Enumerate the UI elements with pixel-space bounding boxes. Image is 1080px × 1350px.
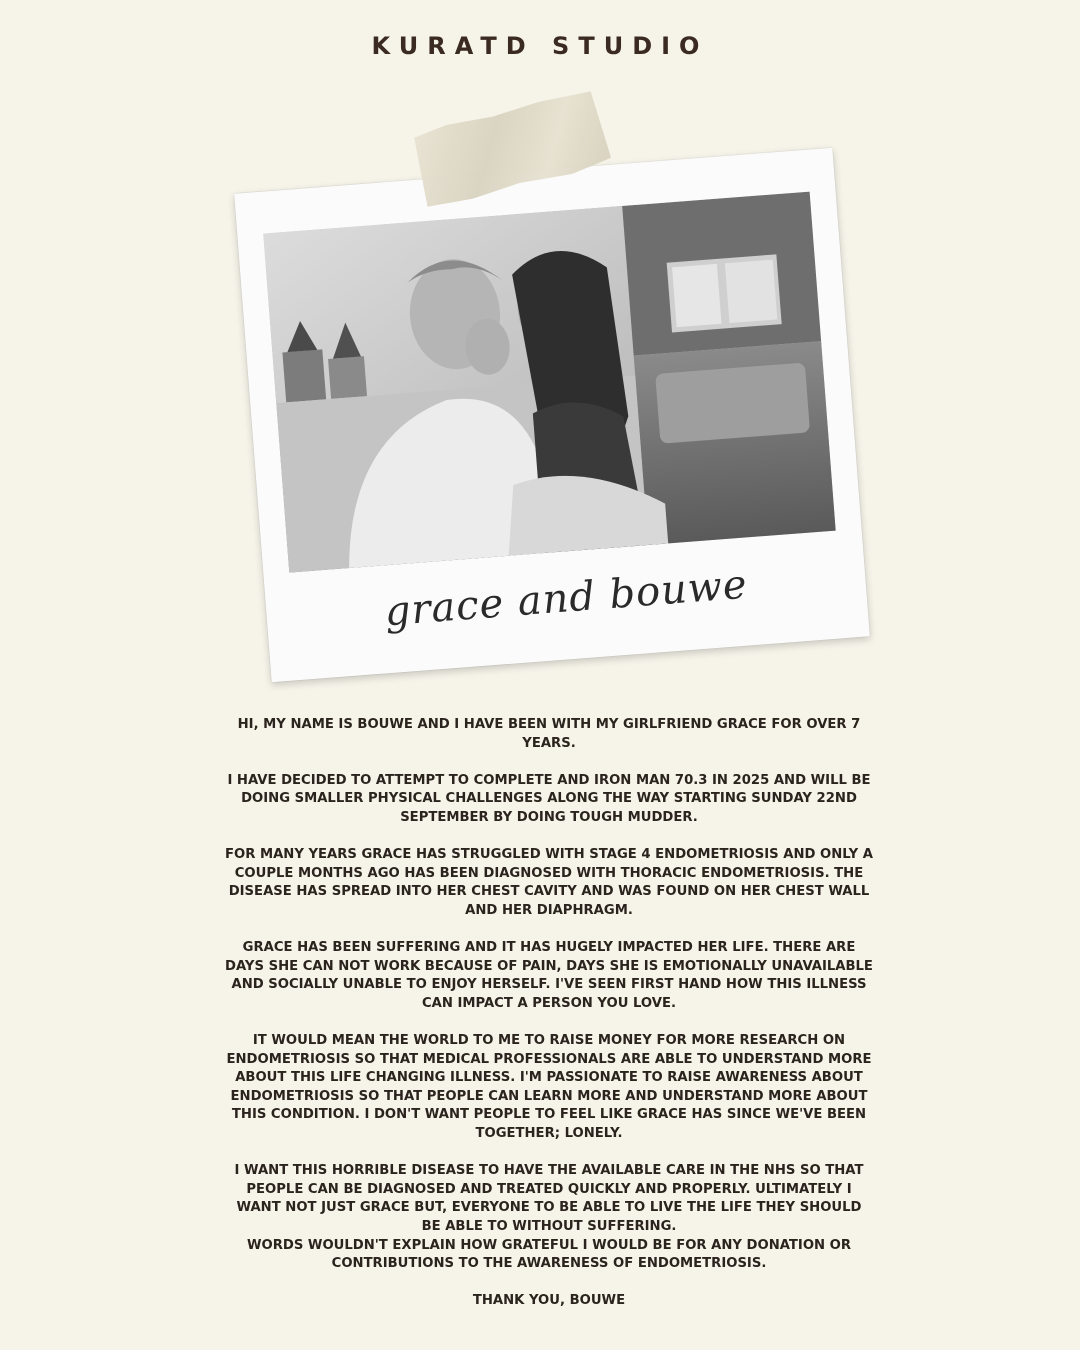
- story-signoff: THANK YOU, BOUWE: [472, 1293, 626, 1309]
- brand-title: KURATD STUDIO: [371, 32, 709, 60]
- couple-photo: [263, 192, 835, 573]
- story-paragraph: GRACE HAS BEEN SUFFERING AND IT HAS HUGELY IMPACTED HER LIFE. THERE ARE DAYS SHE CAN NOT WORK BECAUSE OF PAIN, DAYS SHE IS EMOTIONALLY UNAVAILABLE AND SOCIALLY UNABLE TO ENJOY HERSELF. I'VE SEEN FIRST HAND HOW THIS ILLNESS CAN IMPACT A PERSON YOU LOVE.: [225, 940, 873, 1011]
- story-paragraph: I HAVE DECIDED TO ATTEMPT TO COMPLETE AND IRON MAN 70.3 IN 2025 AND WILL BE DOING SMALLER PHYSICAL CHALLENGES ALONG THE WAY STARTING SUNDAY 22ND SEPTEMBER BY DOING TOUGH MUDDER.: [227, 772, 871, 825]
- polaroid-frame: [234, 148, 870, 683]
- story-paragraph: FOR MANY YEARS GRACE HAS STRUGGLED WITH STAGE 4 ENDOMETRIOSIS AND ONLY A COUPLE MONTHS AGO HAS BEEN DIAGNOSED WITH THORACIC ENDOMETRIOSIS. THE DISEASE HAS SPREAD INTO HER CHEST CAVITY AND WAS FOUND ON HER CHEST WALL AND HER DIAPHRAGM.: [225, 847, 873, 918]
- polaroid-caption: grace and bouwe: [383, 561, 750, 636]
- story-paragraph: IT WOULD MEAN THE WORLD TO ME TO RAISE MONEY FOR MORE RESEARCH ON ENDOMETRIOSIS SO THAT MEDICAL PROFESSIONALS ARE ABLE TO UNDERSTAND MORE ABOUT THIS LIFE CHANGING ILLNESS. I'M PASSIONATE TO RAISE AWARENESS ABOUT ENDOMETRIOSIS SO THAT PEOPLE CAN LEARN MORE AND UNDERSTAND MORE ABOUT THIS CONDITION. I DON'T WANT PEOPLE TO FEEL LIKE GRACE HAS SINCE WE'VE BEEN TOGETHER; LONELY.: [226, 1033, 872, 1142]
- photo-icon: [263, 192, 835, 573]
- story-text: [225, 716, 873, 1330]
- story-paragraph: HI, MY NAME IS BOUWE AND I HAVE BEEN WITH MY GIRLFRIEND GRACE FOR OVER 7 YEARS.: [237, 717, 861, 751]
- story-paragraph: WORDS WOULDN'T EXPLAIN HOW GRATEFUL I WOULD BE FOR ANY DONATION OR CONTRIBUTIONS TO THE AWARENESS OF ENDOMETRIOSIS.: [246, 1237, 852, 1272]
- story-paragraph: I WANT THIS HORRIBLE DISEASE TO HAVE THE AVAILABLE CARE IN THE NHS SO THAT PEOPLE CAN BE DIAGNOSED AND TREATED QUICKLY AND PROPERLY. ULTIMATELY I WANT NOT JUST GRACE BUT, EVERYONE TO BE ABLE TO LIVE THE LIFE THEY SHOULD BE ABLE TO WITHOUT SUFFERING.: [234, 1163, 864, 1235]
